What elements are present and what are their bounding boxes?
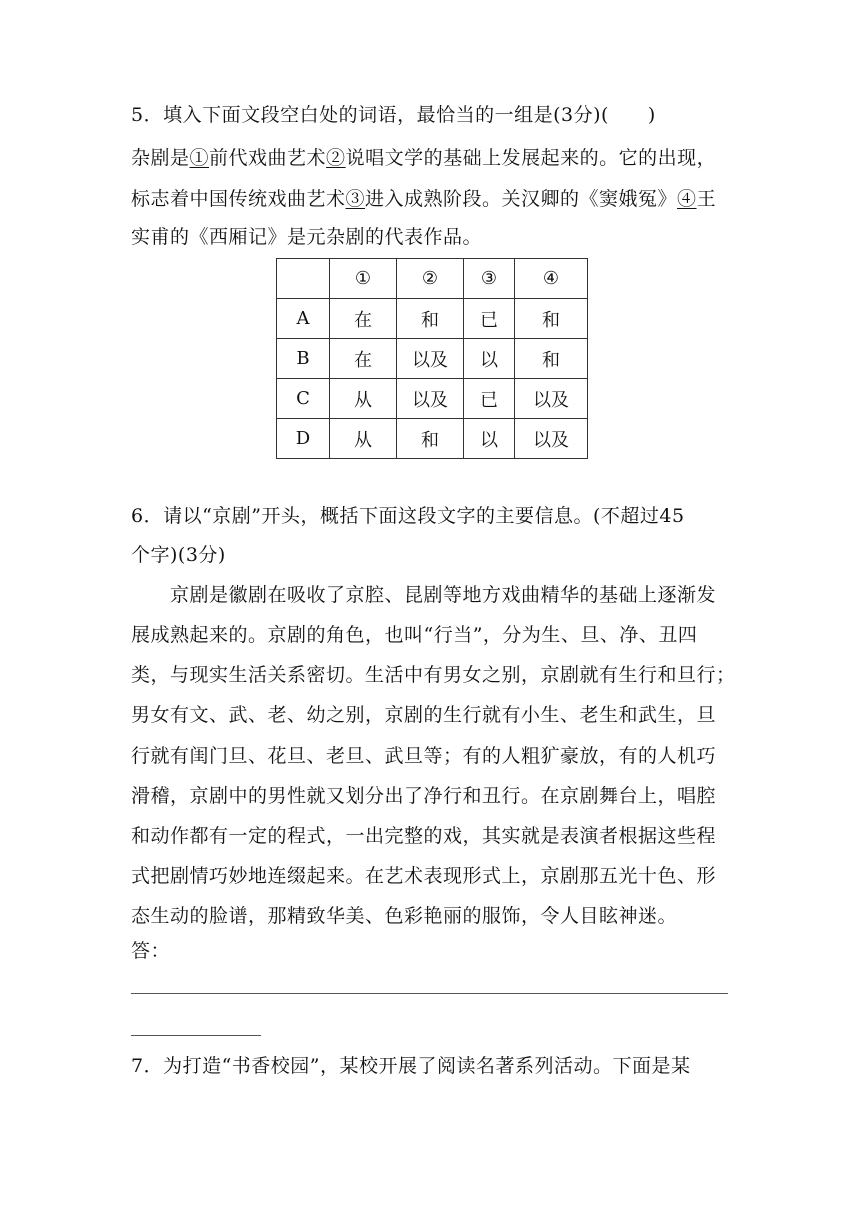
table-cell: 和 <box>397 419 464 459</box>
table-cell: 从 <box>330 419 397 459</box>
table-cell: 以 <box>464 339 515 379</box>
table-cell: 已 <box>464 379 515 419</box>
q6-passage-line: 滑稽，京剧中的男性就又划分出了净行和丑行。在京剧舞台上，唱腔 <box>131 785 717 807</box>
answer-line-end[interactable] <box>131 1035 261 1036</box>
q5-passage-line-2: 标志着中国传统戏曲艺术③进入成熟阶段。关汉卿的《窦娥冤》④王 <box>131 188 717 210</box>
table-cell: 以及 <box>515 379 588 419</box>
table-cell: 和 <box>515 299 588 339</box>
table-row <box>277 339 588 379</box>
table-cell: ④ <box>515 259 588 299</box>
q6-passage-line: 展成熟起来的。京剧的角色，也叫“行当”，分为生、旦、净、丑四 <box>131 624 698 646</box>
answer-line[interactable] <box>131 993 728 994</box>
table-cell: 已 <box>464 299 515 339</box>
table-cell: ① <box>330 259 397 299</box>
q6-passage-line: 京剧是徽剧在吸收了京腔、昆剧等地方戏曲精华的基础上逐渐发 <box>170 584 717 606</box>
table-row <box>277 299 588 339</box>
q5-passage-line-3: 实甫的《西厢记》是元杂剧的代表作品。 <box>131 226 483 248</box>
q6-passage-line: 行就有闺门旦、花旦、老旦、武旦等；有的人粗犷豪放，有的人机巧 <box>131 745 717 767</box>
q6-stem-line-1: 6．请以“京剧”开头，概括下面这段文字的主要信息。(不超过45 <box>131 505 685 527</box>
table-row <box>277 419 588 459</box>
table-cell: 以 <box>464 419 515 459</box>
table-cell: 和 <box>515 339 588 379</box>
table-cell: 以及 <box>397 379 464 419</box>
q6-stem-line-2: 个字)(3分) <box>131 544 226 566</box>
table-cell: 和 <box>397 299 464 339</box>
q6-passage-line: 和动作都有一定的程式，一出完整的戏，其实就是表演者根据这些程 <box>131 825 717 847</box>
table-row <box>277 379 588 419</box>
q6-passage-line: 式把剧情巧妙地连缀起来。在艺术表现形式上，京剧那五光十色、形 <box>131 865 717 887</box>
blank-4: ④ <box>677 188 697 210</box>
q5-passage-line-1: 杂剧是①前代戏曲艺术②说唱文学的基础上发展起来的。它的出现， <box>131 147 717 169</box>
table-cell: D <box>277 419 330 459</box>
q5-stem: 5．填入下面文段空白处的词语，最恰当的一组是(3分)( ) <box>131 104 656 126</box>
table-cell: 以及 <box>515 419 588 459</box>
table-cell: B <box>277 339 330 379</box>
table-cell: C <box>277 379 330 419</box>
q6-passage-line: 态生动的脸谱，那精致华美、色彩艳丽的服饰，令人目眩神迷。 <box>131 905 678 927</box>
blank-3: ③ <box>345 188 366 210</box>
table-cell: 在 <box>330 299 397 339</box>
table-cell: ② <box>397 259 464 299</box>
table-header-row <box>277 259 588 299</box>
blank-2: ② <box>326 147 346 169</box>
table-cell: ③ <box>464 259 515 299</box>
q6-passage-line: 类，与现实生活关系密切。生活中有男女之别，京剧就有生行和旦行； <box>131 664 736 686</box>
blank-1: ① <box>189 147 210 169</box>
table-cell: A <box>277 299 330 339</box>
table-cell: 在 <box>330 339 397 379</box>
q7-stem: 7．为打造“书香校园”，某校开展了阅读名著系列活动。下面是某 <box>131 1055 691 1077</box>
q6-passage-line: 男女有文、武、老、幼之别，京剧的生行就有小生、老生和武生，旦 <box>131 704 717 726</box>
table-cell <box>277 259 330 299</box>
table-cell: 以及 <box>397 339 464 379</box>
answer-label: 答： <box>131 940 171 962</box>
q5-options-table <box>276 258 588 459</box>
table-cell: 从 <box>330 379 397 419</box>
